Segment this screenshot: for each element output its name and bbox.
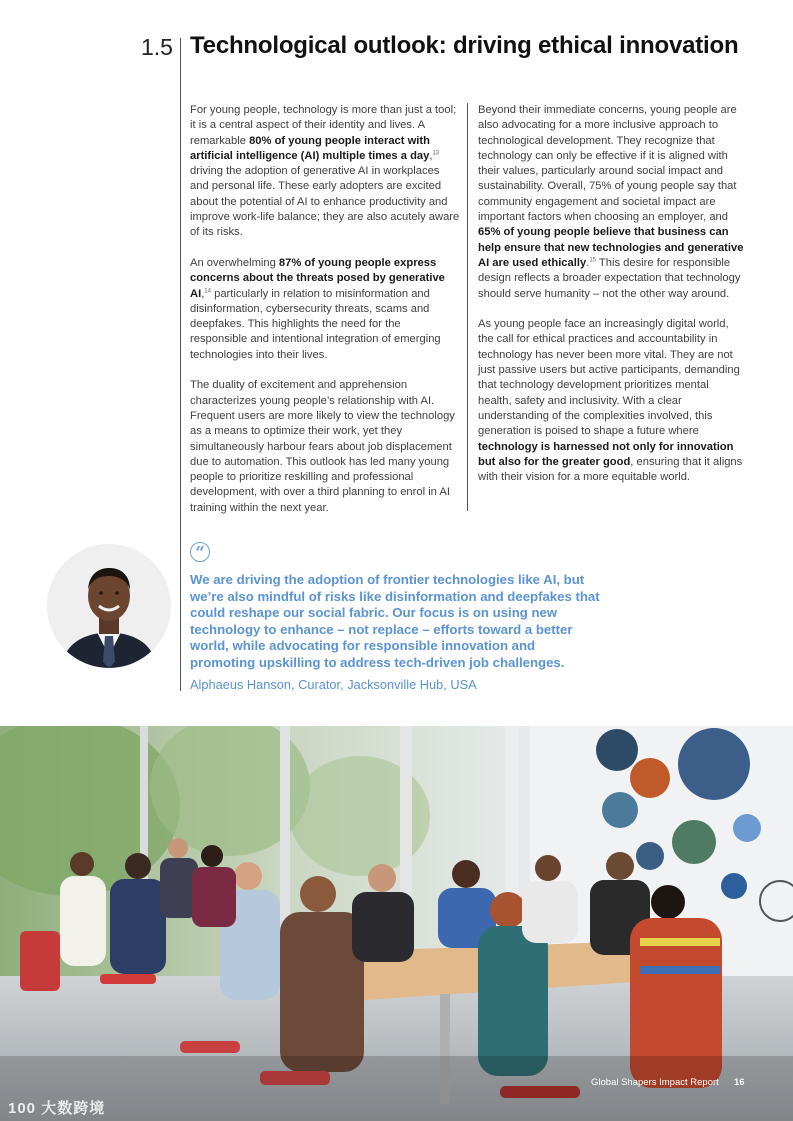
left-paragraph-3: The duality of excitement and apprehension characterizes young people’s relationship with AI. Frequent users are more likely to view the technology as a means to optimize their work, yet they simultaneously harbour fears about job displacement due to automation. This outlook has led many young people to prioritize reskilling and professional development, with over a third planning to enrol in AI training within the next year. (190, 379, 455, 514)
watermark: 100 大数跨境 (8, 1100, 106, 1117)
page-title: Technological outlook: driving ethical innovation (190, 32, 739, 59)
right-paragraph-1: Beyond their immediate concerns, young people are also advocating for a more inclusive approach to technological development. They recognize that technology can only be effective if it is aligned with their values, particularly around social impact and sustainability. Overall, 75% of young people say that community engagement and societal impact are important factors when choosing an employer, and 65% of young people believe that business can help ensure that new technologies and generative AI are used ethically.$^{15}$ This desire for responsible design reflects a broader expectation that technology should serve humanity – not the other way around. (478, 104, 744, 300)
header-divider (180, 38, 181, 66)
speaker-portrait (47, 544, 171, 668)
column-divider (467, 103, 468, 511)
photo-illustration (0, 726, 793, 1121)
footer-report-name: Global Shapers Impact Report (591, 1077, 719, 1088)
footnote-ref: 13 (432, 150, 440, 157)
footnote-ref: 14 (204, 287, 211, 294)
portrait-illustration (47, 544, 171, 668)
right-column (478, 103, 744, 501)
left-paragraph-2: An overwhelming 87% of young people express concerns about the threats posed by generative AI,$^{14}$ particularly in relation to misinformation and disinformation, cybersecurity threats, scams and deepfakes. This highlights the need for the responsible and intentional integration of emerging technologies into their lives. (190, 256, 445, 361)
page-number: 16 (734, 1077, 745, 1088)
group-meeting-photo (0, 726, 793, 1121)
right-paragraph-2: As young people face an increasingly digital world, the call for ethical practices and accountability in technology has never been more vital. They are not just passive users but active participants, demanding that technology development prioritizes mental health, safety and inclusivity. With a clear understanding of the complexities involved, this generation is poised to shape a future where technology is harnessed not only for innovation but also for the greater good, ensuring that it aligns with their vision for a more equitable world. (478, 318, 743, 484)
quote-attribution: Alphaeus Hanson, Curator, Jacksonville Hub, USA (190, 677, 477, 692)
section-number: 1.5 (141, 34, 173, 60)
footnote-ref: 15 (589, 257, 596, 264)
left-column (190, 103, 460, 531)
quote-icon: “ (190, 542, 210, 562)
pull-quote: We are driving the adoption of frontier technologies like AI, but we’re also mindful of risks like disinformation and deepfakes that could reshape our social fabric. Our focus is on using new technology to enhance – not replace – efforts toward a better world, while advocating for responsible innovation and promoting upskilling to address tech-driven job challenges. (190, 572, 600, 670)
left-margin-rule (180, 66, 181, 691)
left-paragraph-1: For young people, technology is more than just a tool; it is a central aspect of their identity and lives. A remarkable 80% of young people interact with artificial intelligence (AI) multiple times a day,$^{13}$ driving the adoption of generative AI in workplaces and personal life. These early adopters are excited about the potential of AI to enhance productivity and improve work-life balance; they are also acutely aware of its risks. (190, 104, 460, 239)
